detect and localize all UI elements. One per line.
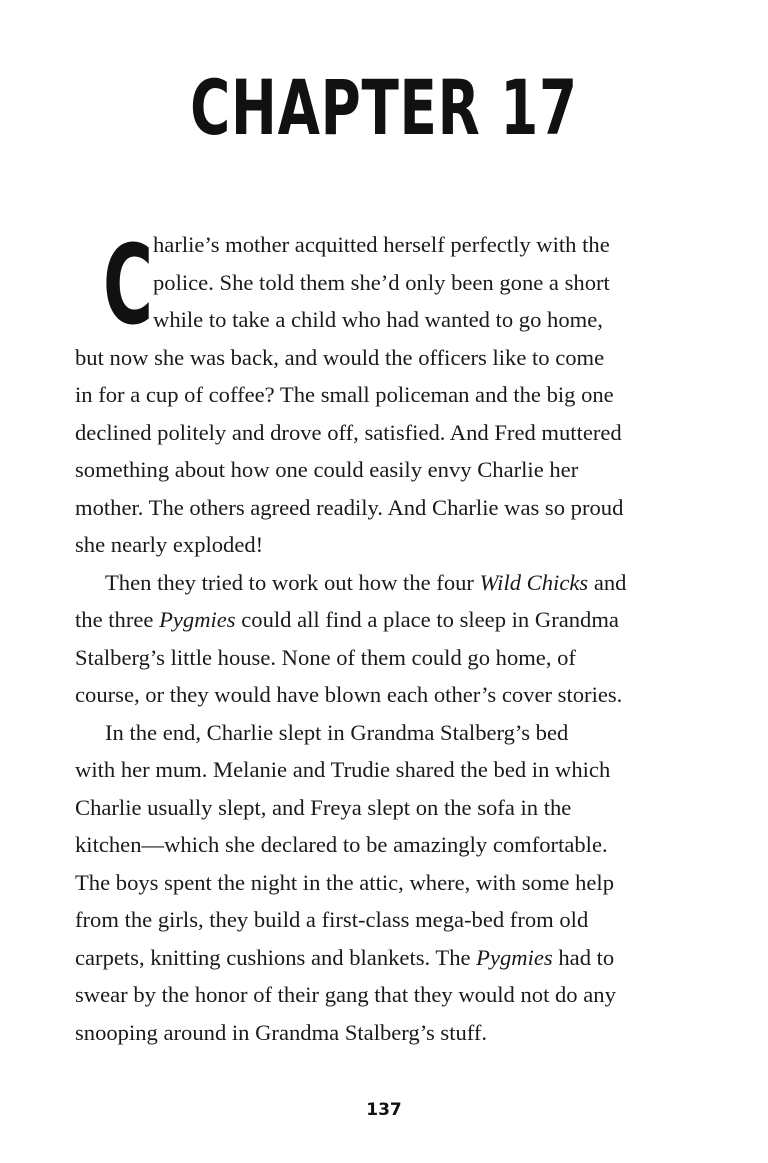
text-line: Stalberg’s little house. None of them could go home, of — [75, 644, 576, 670]
italic-title: Pygmies — [159, 607, 236, 632]
chapter-title: CHAPTER 17 — [190, 63, 578, 152]
italic-title: Wild Chicks — [479, 569, 589, 595]
paragraph-1 — [75, 221, 687, 564]
text-line: but now she was back, and would the officers like to come — [75, 344, 605, 370]
text-line: in for a cup of coffee? The small policeman and the big one — [75, 382, 614, 407]
text-line: snooping around in Grandma Stalberg’s stuff. — [75, 1019, 488, 1045]
text-line: The boys spent the night in the attic, where, with some help — [75, 869, 614, 895]
text-line: declined politely and drove off, satisfied. And Fred muttered — [75, 419, 622, 445]
text-line: In the end, Charlie slept in Grandma Stalberg’s bed — [105, 719, 569, 745]
text-line: swear by the honor of their gang that they would not do any — [75, 982, 616, 1007]
text-line: with her mum. Melanie and Trudie shared the bed in which — [75, 757, 611, 782]
text-line: Charlie usually slept, and Freya slept on the sofa in the — [75, 794, 572, 820]
text-line: kitchen—which she declared to be amazingly comfortable. — [75, 832, 608, 857]
paragraph-2 — [75, 564, 687, 714]
text-line: carpets, knitting cushions and blankets. The Pygmies had to — [75, 944, 615, 970]
page-number: 137 — [366, 1100, 402, 1120]
text-line: mother. The others agreed readily. And Charlie was so proud — [75, 494, 624, 520]
italic-title: Pygmies — [476, 944, 553, 970]
text-line: harlie’s mother acquitted herself perfectly with the — [153, 232, 610, 257]
text-line: from the girls, they build a first-class mega-bed from old — [75, 907, 589, 932]
text-line: Then they tried to work out how the four Wild Chicks and — [105, 569, 627, 595]
text-line: something about how one could easily envy Charlie her — [75, 457, 579, 482]
chapter-body — [75, 221, 687, 1051]
text-line: police. She told them she’d only been gone a short — [153, 269, 610, 295]
drop-cap: C — [103, 221, 154, 349]
text-line: course, or they would have blown each other’s cover stories. — [75, 682, 623, 707]
text-line: the three Pygmies could all find a place to sleep in Grandma — [75, 607, 619, 632]
text-line: she nearly exploded! — [75, 532, 264, 557]
text-line: while to take a child who had wanted to go home, — [153, 307, 603, 332]
paragraph-3 — [75, 714, 687, 1052]
